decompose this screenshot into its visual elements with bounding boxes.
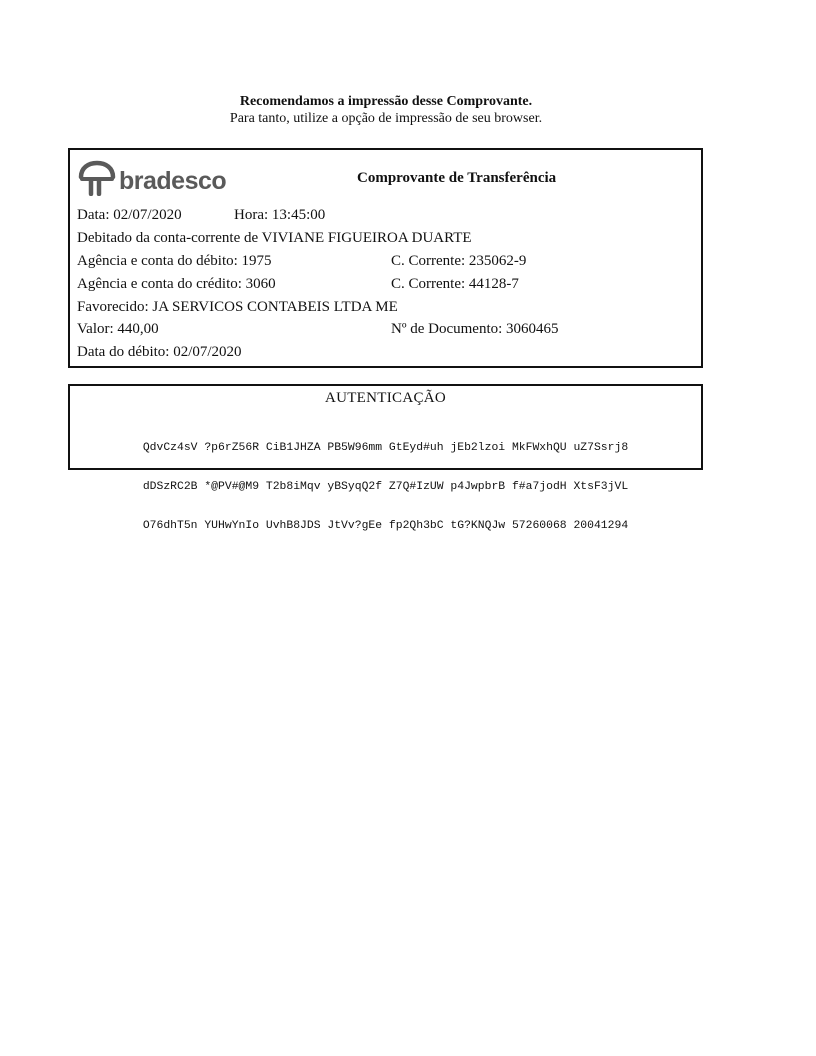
authentication-codes <box>70 416 701 559</box>
authentication-box <box>68 384 703 532</box>
debit-agency-account: Agência e conta do débito: 1975 <box>77 253 272 269</box>
authentication-line: O76dhT5n YUHwYnIo UvhB8JDS JtVv?gEe fp2Qh3bC tG?KNQJw 57260068 20041294 <box>142 520 629 532</box>
credit-agency-account: Agência e conta do crédito: 3060 <box>77 276 276 292</box>
authentication-title: AUTENTICAÇÃO <box>324 390 447 406</box>
document-number: Nº de Documento: 3060465 <box>391 321 559 337</box>
debited-account-holder: Debitado da conta-corrente de VIVIANE FIGUEIROA DUARTE <box>77 230 472 246</box>
transfer-amount: Valor: 440,00 <box>77 321 159 337</box>
debit-date: Data do débito: 02/07/2020 <box>77 344 242 360</box>
credit-current-account: C. Corrente: 44128-7 <box>391 276 519 292</box>
print-instructions: Para tanto, utilize a opção de impressão de seu browser. <box>229 111 543 126</box>
authentication-line: dDSzRC2B *@PV#@M9 T2b8iMqv yBSyqQ2f Z7Q#IzUW p4JwpbrB f#a7jodH XtsF3jVL <box>142 481 629 493</box>
print-notice <box>0 93 772 127</box>
bradesco-wordmark: bradesco <box>119 166 227 195</box>
receipt-title: Comprovante de Transferência <box>357 170 557 186</box>
beneficiary: Favorecido: JA SERVICOS CONTABEIS LTDA ME <box>77 299 398 315</box>
authentication-line: QdvCz4sV ?p6rZ56R CiB1JHZA PB5W96mm GtEyd#uh jEb2lzoi MkFWxhQU uZ7Ssrj8 <box>142 442 629 454</box>
transfer-time: Hora: 13:45:00 <box>234 207 326 223</box>
debit-current-account: C. Corrente: 235062-9 <box>391 253 527 269</box>
transfer-receipt <box>68 148 703 368</box>
bradesco-tree-icon <box>78 160 116 196</box>
transfer-date: Data: 02/07/2020 <box>77 207 182 223</box>
print-recommendation: Recomendamos a impressão desse Comprovante. <box>239 94 533 109</box>
bradesco-logo <box>78 158 238 198</box>
